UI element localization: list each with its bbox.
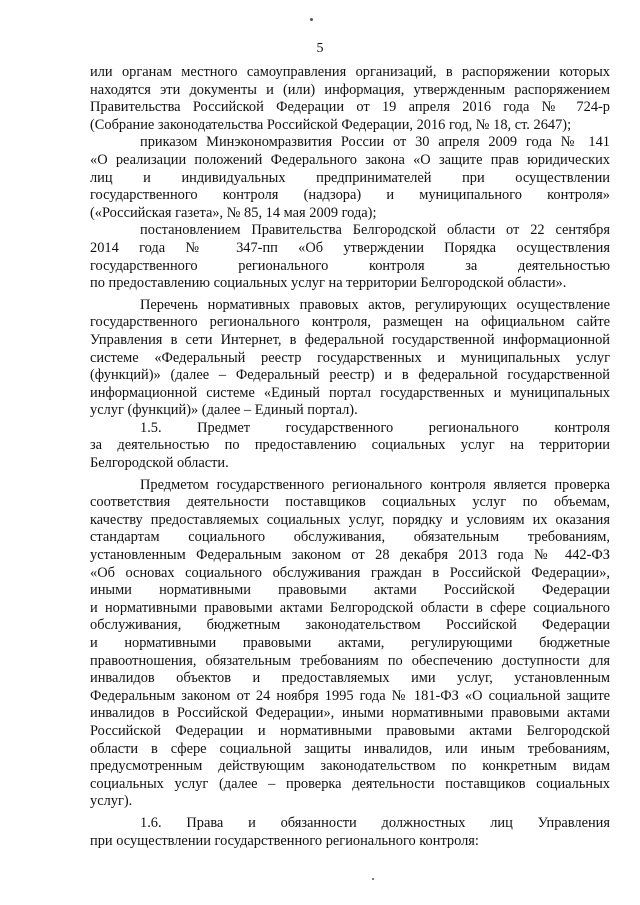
text-line: государственного регионального контроля за деятельностью xyxy=(90,257,610,274)
text-line: инвалидов объектов и предоставляемых ими услуг, установленным xyxy=(90,670,610,687)
text-line: Белгородской области. xyxy=(90,455,229,472)
text-line: по предоставлению социальных услуг на территории Белгородской области». xyxy=(90,275,567,292)
text-line: области в сфере социальной защиты инвалидов, или иным требованиям, xyxy=(90,740,610,757)
text-line: «Об основах социального обслуживания граждан в Российской Федерации», xyxy=(90,564,610,581)
text-line: и нормативными правовыми актами Белгородской области в сфере социального xyxy=(90,599,610,616)
text-line: государственного регионального контроля, размещен на официальном сайте xyxy=(90,314,610,331)
text-line: 1.6. Права и обязанности должностных лиц Управления xyxy=(140,814,610,831)
text-line: государственного контроля (надзора) и муниципального контроля» xyxy=(90,187,610,204)
text-line: находятся эти документы и (или) информация, утвержденным распоряжением xyxy=(90,81,610,98)
text-line: иными нормативными правовыми актами Российской Федерации xyxy=(90,582,610,599)
text-line: социальных услуг (далее – проверка деятельности поставщиков социальных xyxy=(90,775,610,792)
text-line: и нормативными правовыми актами, регулирующими бюджетные xyxy=(90,635,610,651)
text-line: постановлением Правительства Белгородской области от 22 сентября xyxy=(140,222,610,239)
scan-speck xyxy=(310,18,313,21)
text-line: Управления в сети Интернет, в федеральной государственной информационной xyxy=(90,331,610,348)
text-line: Российской Федерации и нормативными правовыми актами Белгородской xyxy=(90,722,610,739)
text-line: Предметом государственного регионального контроля является проверка xyxy=(140,476,610,493)
document-body xyxy=(90,64,610,850)
text-line: качеству предоставляемых социальных услуг, порядку и условиям их оказания xyxy=(90,511,610,528)
text-line: предусмотренным действующим законодательством по конкретным видам xyxy=(90,758,610,775)
text-line: системе «Федеральный реестр государственных и муниципальных услуг xyxy=(90,349,610,366)
text-line: «О реализации положений Федерального закона «О защите прав юридических xyxy=(90,151,610,168)
scan-speck xyxy=(372,878,374,880)
text-line: лиц и индивидуальных предпринимателей при осуществлении xyxy=(90,169,610,186)
text-line: 2014 года № 347-пп «Об утверждении Порядка осуществления xyxy=(90,239,610,256)
text-line: Правительства Российской Федерации от 19 апреля 2016 года № 724-р xyxy=(90,99,610,116)
text-line: при осуществлении государственного регионального контроля: xyxy=(90,832,479,849)
text-line: правоотношения, обязательным требованиям по обеспечению доступности для xyxy=(90,652,610,669)
text-line: установленным Федеральным законом от 28 декабря 2013 года № 442-ФЗ xyxy=(90,547,610,564)
text-line: приказом Минэкономразвития России от 30 апреля 2009 года № 141 xyxy=(140,134,610,151)
text-line: 1.5. Предмет государственного регионального контроля xyxy=(140,419,610,436)
text-line: услуг (функций)» (далее – Единый портал). xyxy=(90,402,358,419)
text-line: информационной системе «Единый портал государственных и муниципальных xyxy=(90,384,610,401)
text-line: услуг). xyxy=(90,793,133,810)
text-line: инвалидов в Российской Федерации», иными нормативными правовыми актами xyxy=(90,705,610,722)
page-number: 5 xyxy=(316,41,324,56)
text-line: (Собрание законодательства Российской Федерации, 2016 год, № 18, ст. 2647); xyxy=(90,116,572,133)
text-line: или органам местного самоуправления организаций, в распоряжении которых xyxy=(90,64,610,80)
text-line: (функций)» (далее – Федеральный реестр) и в федеральной государственной xyxy=(90,367,610,384)
text-line: за деятельностью по предоставлению социальных услуг на территории xyxy=(90,437,610,454)
text-line: обслуживания, бюджетным законодательством Российской Федерации xyxy=(90,617,610,634)
text-line: («Российская газета», № 85, 14 мая 2009 года); xyxy=(90,204,377,221)
text-line: Перечень нормативных правовых актов, регулирующих осуществление xyxy=(140,296,610,313)
text-line: Федеральным законом от 24 ноября 1995 года № 181-ФЗ «О социальной защите xyxy=(90,687,610,704)
text-line: стандартам социального обслуживания, обязательным требованиям, xyxy=(90,529,610,546)
text-line: соответствия деятельности поставщиков социальных услуг по объемам, xyxy=(90,494,610,511)
